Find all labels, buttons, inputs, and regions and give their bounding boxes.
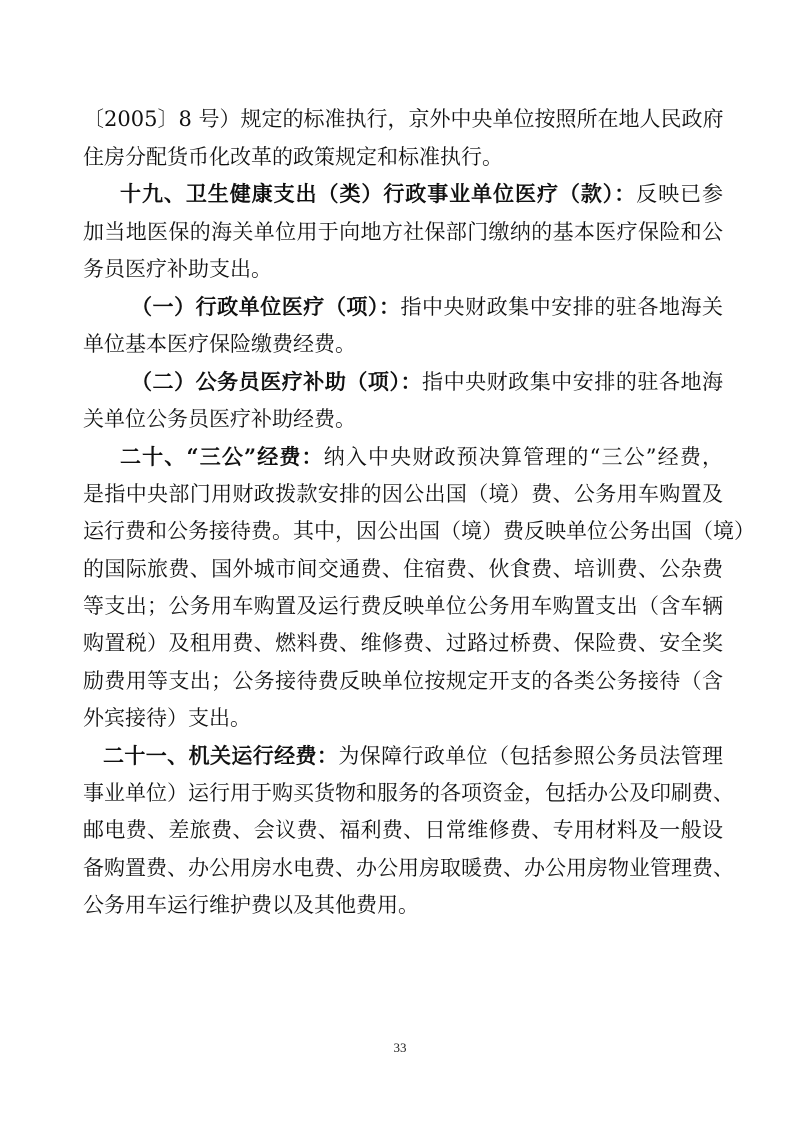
text-line: [83, 517, 755, 545]
body-text: 〔2005〕8 号）规定的标准执行，京外中央单位按照所在地人民政府: [83, 107, 724, 131]
body-text: 加当地医保的海关单位用于向地方社保部门缴纳的基本医疗保险和公: [83, 220, 723, 244]
text-line: [83, 592, 723, 620]
text-line: [83, 480, 723, 508]
section-heading: （二）公务员医疗补助（项）：: [131, 369, 423, 394]
text-line: [120, 443, 723, 471]
body-text: 指中央财政集中安排的驻各地海: [422, 370, 724, 394]
text-line: [83, 330, 723, 358]
body-text: 的国际旅费、国外城市间交通费、住宿费、伙食费、培训费、公杂费: [83, 557, 723, 581]
text-line: [131, 293, 723, 321]
text-line: [83, 667, 723, 695]
text-line: [83, 255, 723, 283]
body-text: 是指中央部门用财政拨款安排的因公出国（境）费、公务用车购置及: [83, 482, 723, 506]
section-heading: 二十一、机关运行经费：: [103, 743, 339, 768]
body-text: 购置税）及租用费、燃料费、维修费、过路过桥费、保险费、安全奖: [83, 631, 723, 655]
section-heading: （一）行政单位医疗（项）：: [131, 294, 401, 319]
text-line: [83, 816, 723, 844]
text-line: [83, 779, 734, 807]
body-text: 单位基本医疗保险缴费经费。: [83, 332, 356, 356]
text-line: [131, 368, 723, 396]
body-text: 务员医疗补助支出。: [83, 257, 272, 281]
body-text: 邮电费、差旅费、会议费、福利费、日常维修费、专用材料及一般设: [83, 818, 723, 842]
text-line: [120, 180, 723, 208]
text-line: [83, 629, 723, 657]
body-text: 外宾接待）支出。: [83, 706, 251, 730]
text-line: [83, 891, 723, 919]
text-line: [83, 704, 723, 732]
body-text: 事业单位）运行用于购买货物和服务的各项资金，包括办公及印刷费、: [83, 781, 734, 805]
body-text: 纳入中央财政预决算管理的“三公”经费，: [323, 445, 723, 469]
body-text: 备购置费、办公用房水电费、办公用房取暖费、办公用房物业管理费、: [83, 856, 734, 880]
text-line: [83, 555, 723, 583]
body-text: 运行费和公务接待费。其中，因公出国（境）费反映单位公务出国（境）: [83, 519, 755, 543]
body-text: 等支出；公务用车购置及运行费反映单位公务用车购置支出（含车辆: [83, 594, 723, 618]
body-text: 公务用车运行维护费以及其他费用。: [83, 893, 419, 917]
text-line: [83, 218, 723, 246]
text-line: [83, 854, 734, 882]
body-text: 励费用等支出；公务接待费反映单位按规定开支的各类公务接待（含: [83, 669, 723, 693]
section-heading: 二十、“三公”经费：: [120, 444, 324, 469]
body-text: 住房分配货币化改革的政策规定和标准执行。: [83, 145, 503, 169]
section-heading: 十九、卫生健康支出（类）行政事业单位医疗（款）：: [120, 181, 637, 206]
body-text: 指中央财政集中安排的驻各地海关: [400, 295, 724, 319]
text-line: [103, 742, 723, 770]
text-line: [83, 105, 723, 133]
body-text: 关单位公务员医疗补助经费。: [83, 407, 356, 431]
page-number: 33: [393, 1040, 407, 1055]
text-line: [83, 405, 723, 433]
body-text: 为保障行政单位（包括参照公务员法管理: [338, 744, 724, 768]
body-text: 反映已参: [636, 182, 724, 206]
text-line: [83, 143, 723, 171]
